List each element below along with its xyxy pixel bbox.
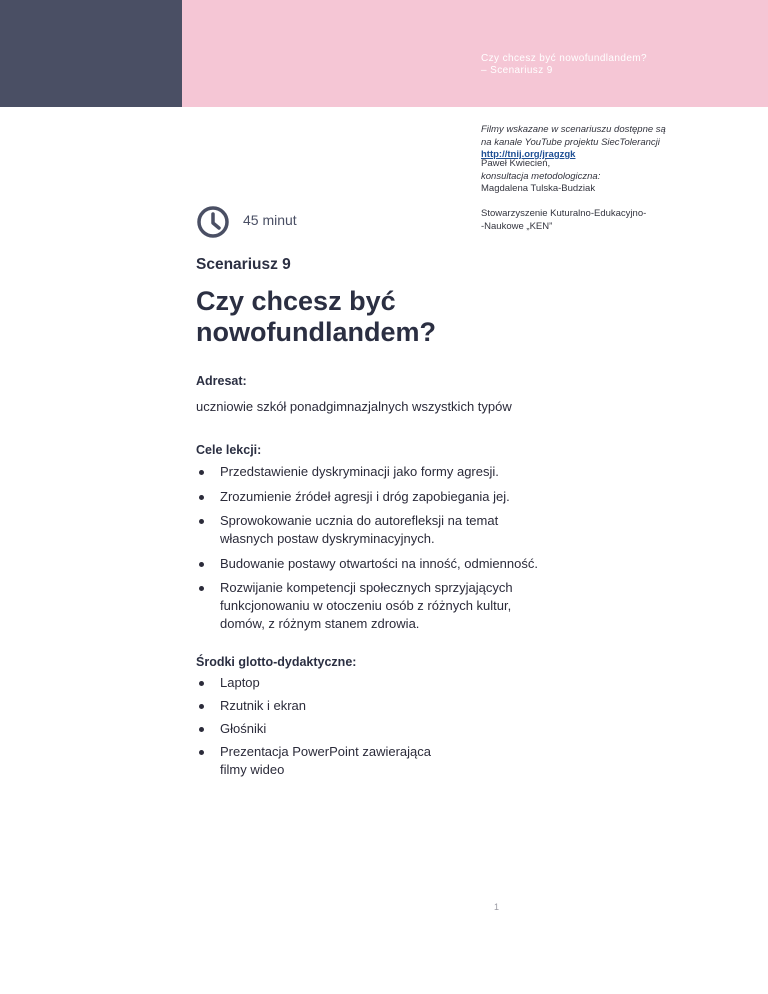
list-item xyxy=(196,555,616,573)
goal-3-line-2: własnych postaw dyskryminacyjnych. xyxy=(220,531,435,546)
clock-icon xyxy=(196,205,230,239)
audience-heading: Adresat: xyxy=(196,374,247,388)
list-item xyxy=(196,697,616,715)
organization-line-1: Stowarzyszenie Kuturalno-Edukacyjno- xyxy=(481,208,647,219)
films-link[interactable]: http://tnij.org/jragzgk xyxy=(481,149,576,160)
title-line-2: nowofundlandem? xyxy=(196,317,436,347)
list-item xyxy=(196,720,616,738)
audience-text: uczniowie szkół ponadgimnazjalnych wszystkich typów xyxy=(196,399,512,414)
resources-list xyxy=(196,674,616,784)
list-item xyxy=(196,512,616,548)
organization-line-2: -Naukowe „KEN” xyxy=(481,220,553,232)
header-dark-block xyxy=(0,0,182,107)
title-line-1: Czy chcesz być xyxy=(196,286,396,316)
goal-2-line-1: Zrozumienie źródeł agresji i dróg zapobiegania jej. xyxy=(220,488,510,504)
resource-1-line-1: Laptop xyxy=(220,675,260,690)
duration-text: 45 minut xyxy=(243,212,297,228)
goal-1-line-1: Przedstawienie dyskryminacji jako formy agresji. xyxy=(220,464,499,479)
films-note-line-1: Filmy wskazane w scenariuszu dostępne są xyxy=(481,124,666,135)
list-item xyxy=(196,463,616,481)
resource-4-line-1: Prezentacja PowerPoint zawierająca xyxy=(220,744,431,759)
films-note-line-2: na kanale YouTube projektu SiecTolerancji xyxy=(481,136,660,148)
author-name: Paweł Kwiecień, xyxy=(481,158,551,169)
consultant-name: Magdalena Tulska-Budziak xyxy=(481,183,596,194)
scenario-label: Scenariusz 9 xyxy=(196,256,291,273)
goal-5-line-2: funkcjonowaniu w otoczeniu osób z różnych kultur, xyxy=(220,598,512,613)
organization-block xyxy=(481,208,751,233)
resources-heading: Środki glotto-dydaktyczne: xyxy=(196,655,357,669)
films-note xyxy=(481,124,751,162)
page-title xyxy=(196,286,496,348)
goal-3-line-1: Sprowokowanie ucznia do autorefleksji na temat xyxy=(220,513,499,528)
goal-4-line-1: Budowanie postawy otwartości na inność, odmienność. xyxy=(220,555,538,571)
running-title-line-1: Czy chcesz być nowofundlandem? xyxy=(481,53,647,64)
resource-2-line-1: Rzutnik i ekran xyxy=(220,698,306,713)
authors-block xyxy=(481,158,751,196)
list-item xyxy=(196,579,616,633)
goals-list xyxy=(196,463,616,640)
list-item xyxy=(196,488,616,506)
running-title xyxy=(481,53,741,77)
resource-3-line-1: Głośniki xyxy=(220,721,267,736)
resource-4-line-2: filmy wideo xyxy=(220,762,285,777)
running-title-line-2: – Scenariusz 9 xyxy=(481,65,553,76)
goals-heading: Cele lekcji: xyxy=(196,443,262,457)
goal-5-line-1: Rozwijanie kompetencji społecznych sprzyjających xyxy=(220,580,513,595)
consultation-label: konsultacja metodologiczna: xyxy=(481,170,601,182)
list-item xyxy=(196,674,616,692)
goal-5-line-3: domów, z różnym stanem zdrowia. xyxy=(220,616,420,631)
list-item xyxy=(196,743,616,779)
page-number: 1 xyxy=(494,902,500,912)
